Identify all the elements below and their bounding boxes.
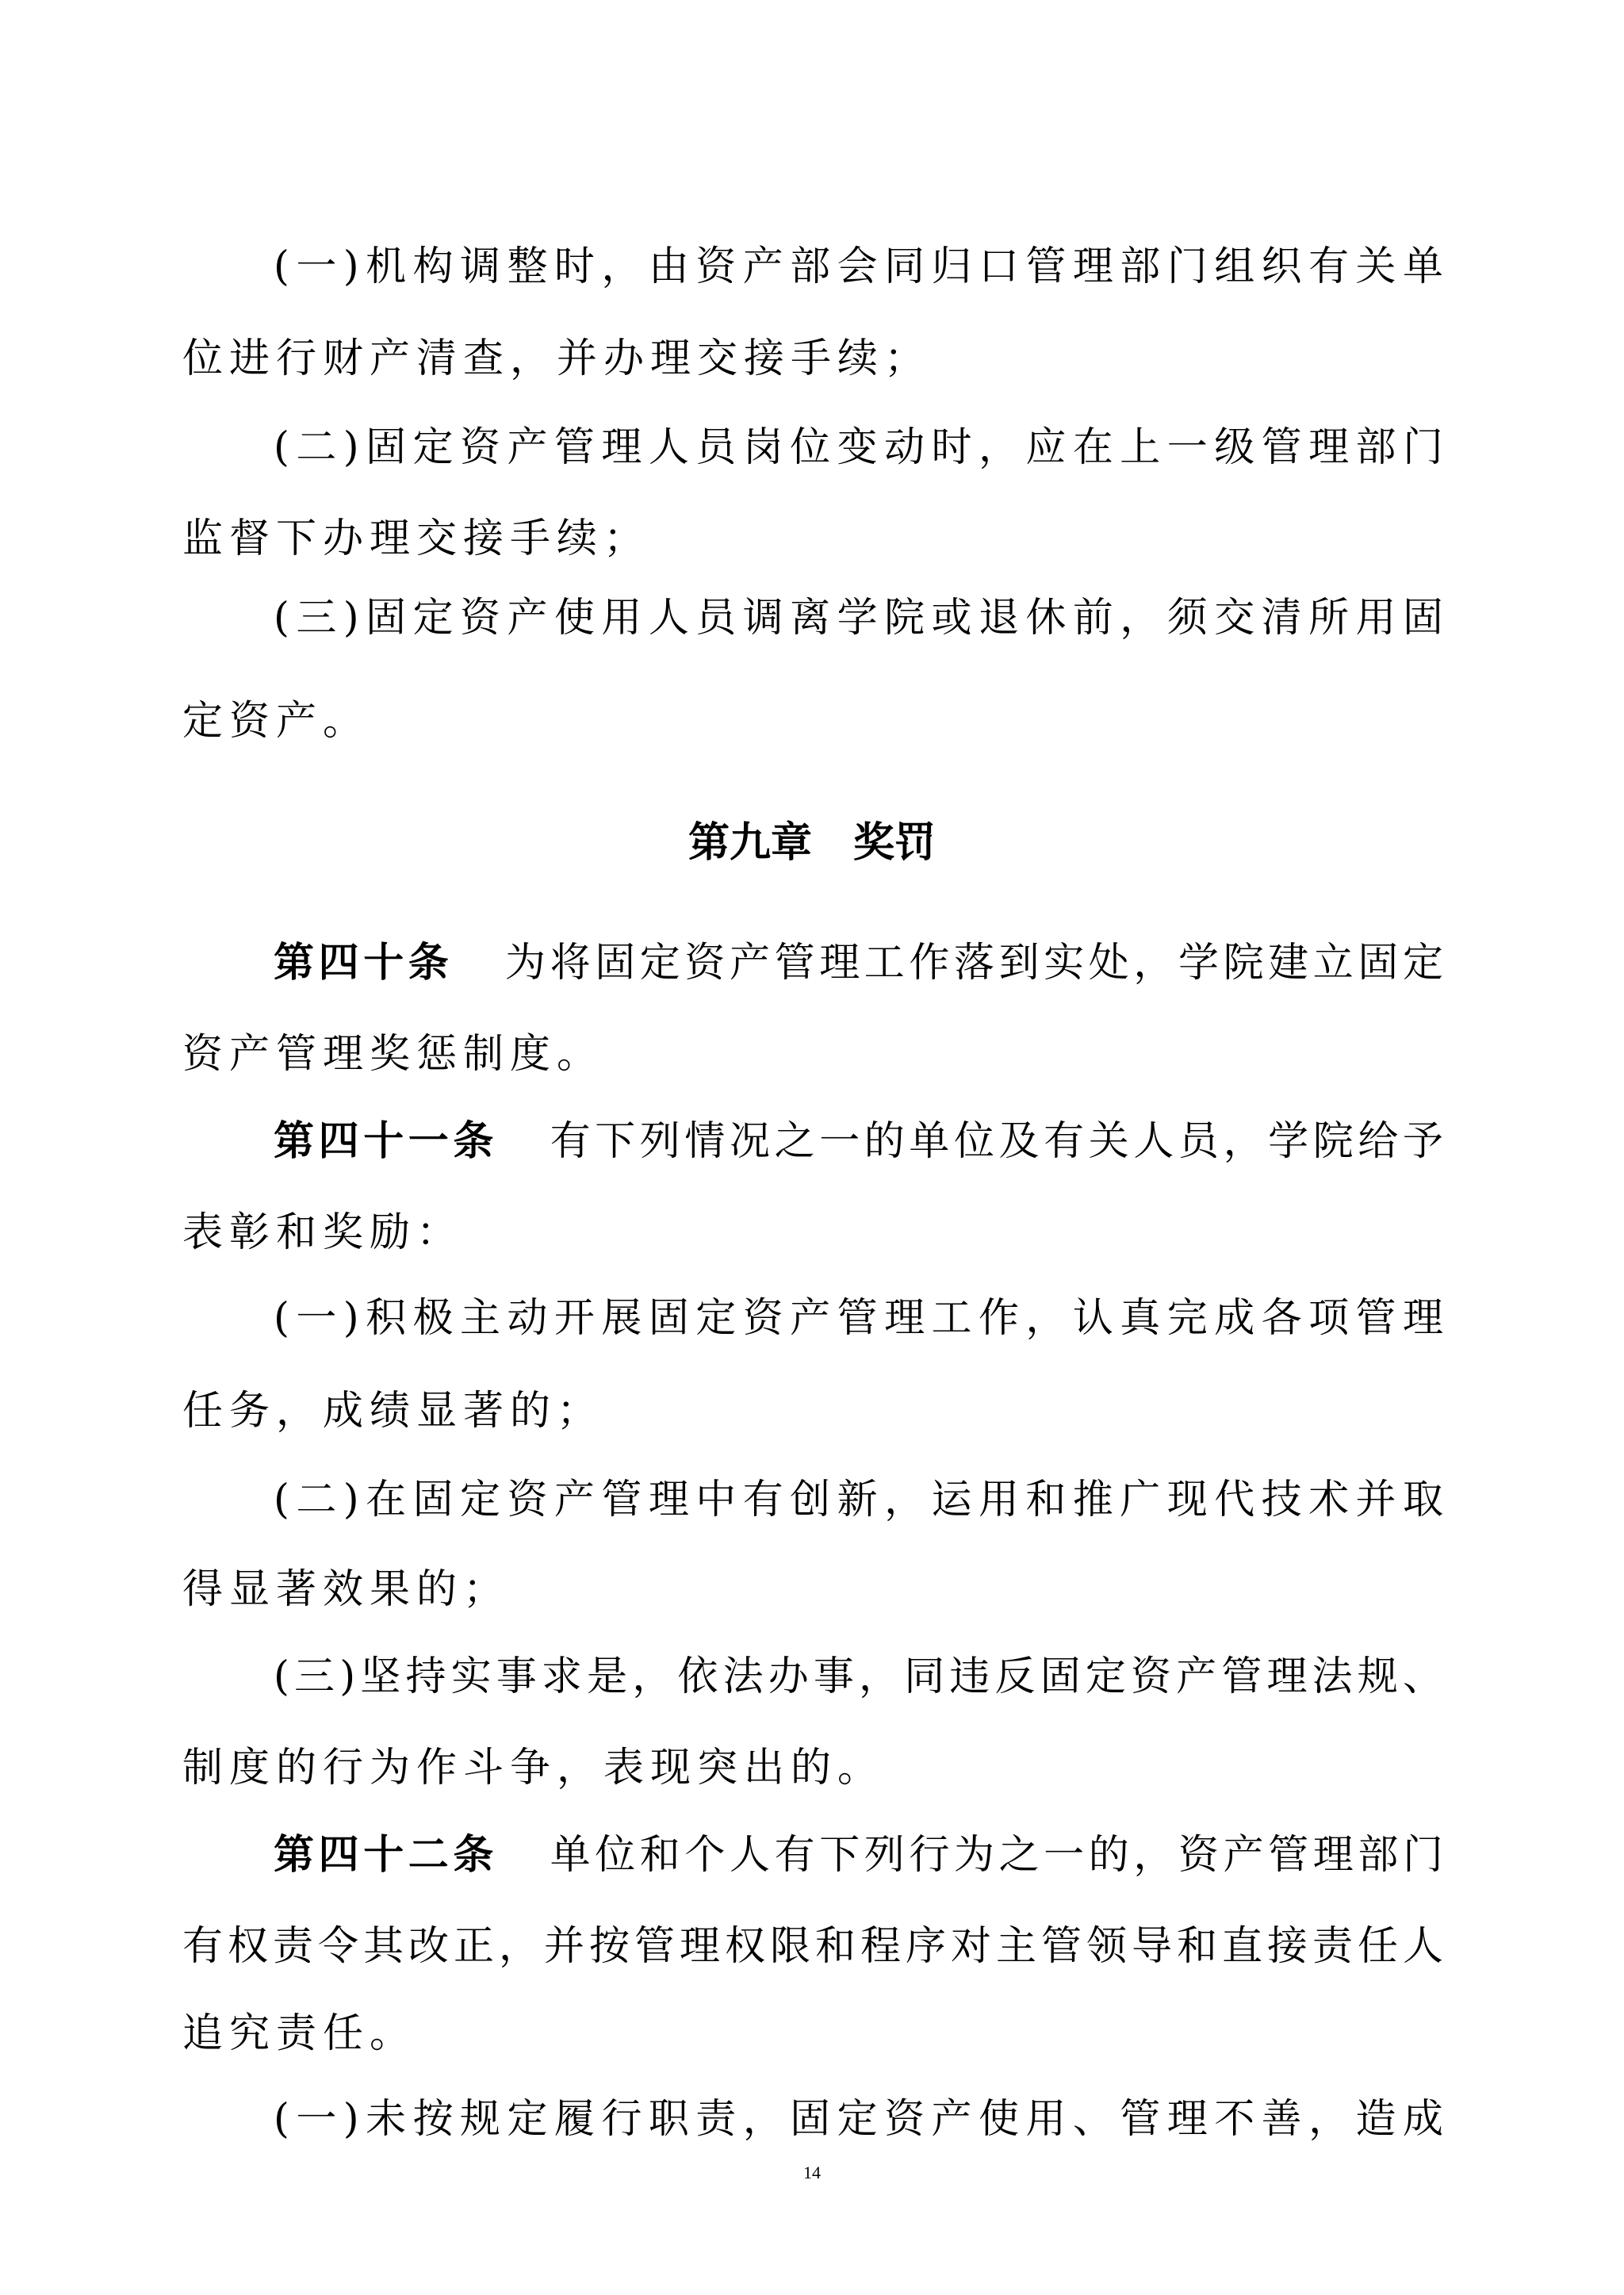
article-42-first-line (274, 1832, 1443, 1879)
paragraph-line: 资产管理奖惩制度。 (182, 1031, 604, 1078)
article-41-first-line (274, 1118, 1443, 1166)
article-41-text: 有下列情况之一的单位及有关人员，学院给予 (546, 1118, 1443, 1165)
paragraph-line: (三)坚持实事求是，依法办事，同违反固定资产管理法规、 (274, 1653, 1443, 1700)
paragraph-line: 追究责任。 (182, 2010, 417, 2057)
paragraph-line: 表彰和奖励： (182, 1209, 464, 1256)
page-number: 14 (803, 2163, 821, 2182)
article-41-number: 第四十一条 (274, 1118, 498, 1165)
article-40-first-line (274, 940, 1443, 987)
article-42-number: 第四十二条 (274, 1832, 498, 1879)
paragraph-line: 任务，成绩显著的； (182, 1388, 604, 1435)
article-40-text: 为将固定资产管理工作落到实处，学院建立固定 (500, 940, 1443, 987)
paragraph-line: (二)固定资产管理人员岗位变动时，应在上一级管理部门 (274, 424, 1443, 471)
paragraph-line: (二)在固定资产管理中有创新，运用和推广现代技术并取 (274, 1477, 1443, 1523)
paragraph-line: (一)未按规定履行职责，固定资产使用、管理不善，造成 (274, 2096, 1443, 2143)
paragraph-line: 得显著效果的； (182, 1566, 511, 1613)
article-40-number: 第四十条 (274, 940, 454, 987)
paragraph-line: 监督下办理交接手续； (182, 515, 651, 562)
article-42-text: 单位和个人有下列行为之一的，资产管理部门 (546, 1832, 1443, 1879)
paragraph-line: 定资产。 (182, 698, 370, 745)
paragraph-line: 有权责令其改正，并按管理权限和程序对主管领导和直接责任人 (182, 1923, 1443, 1970)
paragraph-line: 位进行财产清查，并办理交接手续； (182, 335, 932, 382)
chapter-heading: 第九章 奖罚 (688, 819, 936, 867)
paragraph-line: (三)固定资产使用人员调离学院或退休前，须交清所用固 (274, 595, 1443, 642)
paragraph-line: (一)机构调整时，由资产部会同归口管理部门组织有关单 (274, 243, 1443, 290)
paragraph-line: 制度的行为作斗争，表现突出的。 (182, 1745, 885, 1791)
paragraph-line: (一)积极主动开展固定资产管理工作，认真完成各项管理 (274, 1295, 1443, 1342)
